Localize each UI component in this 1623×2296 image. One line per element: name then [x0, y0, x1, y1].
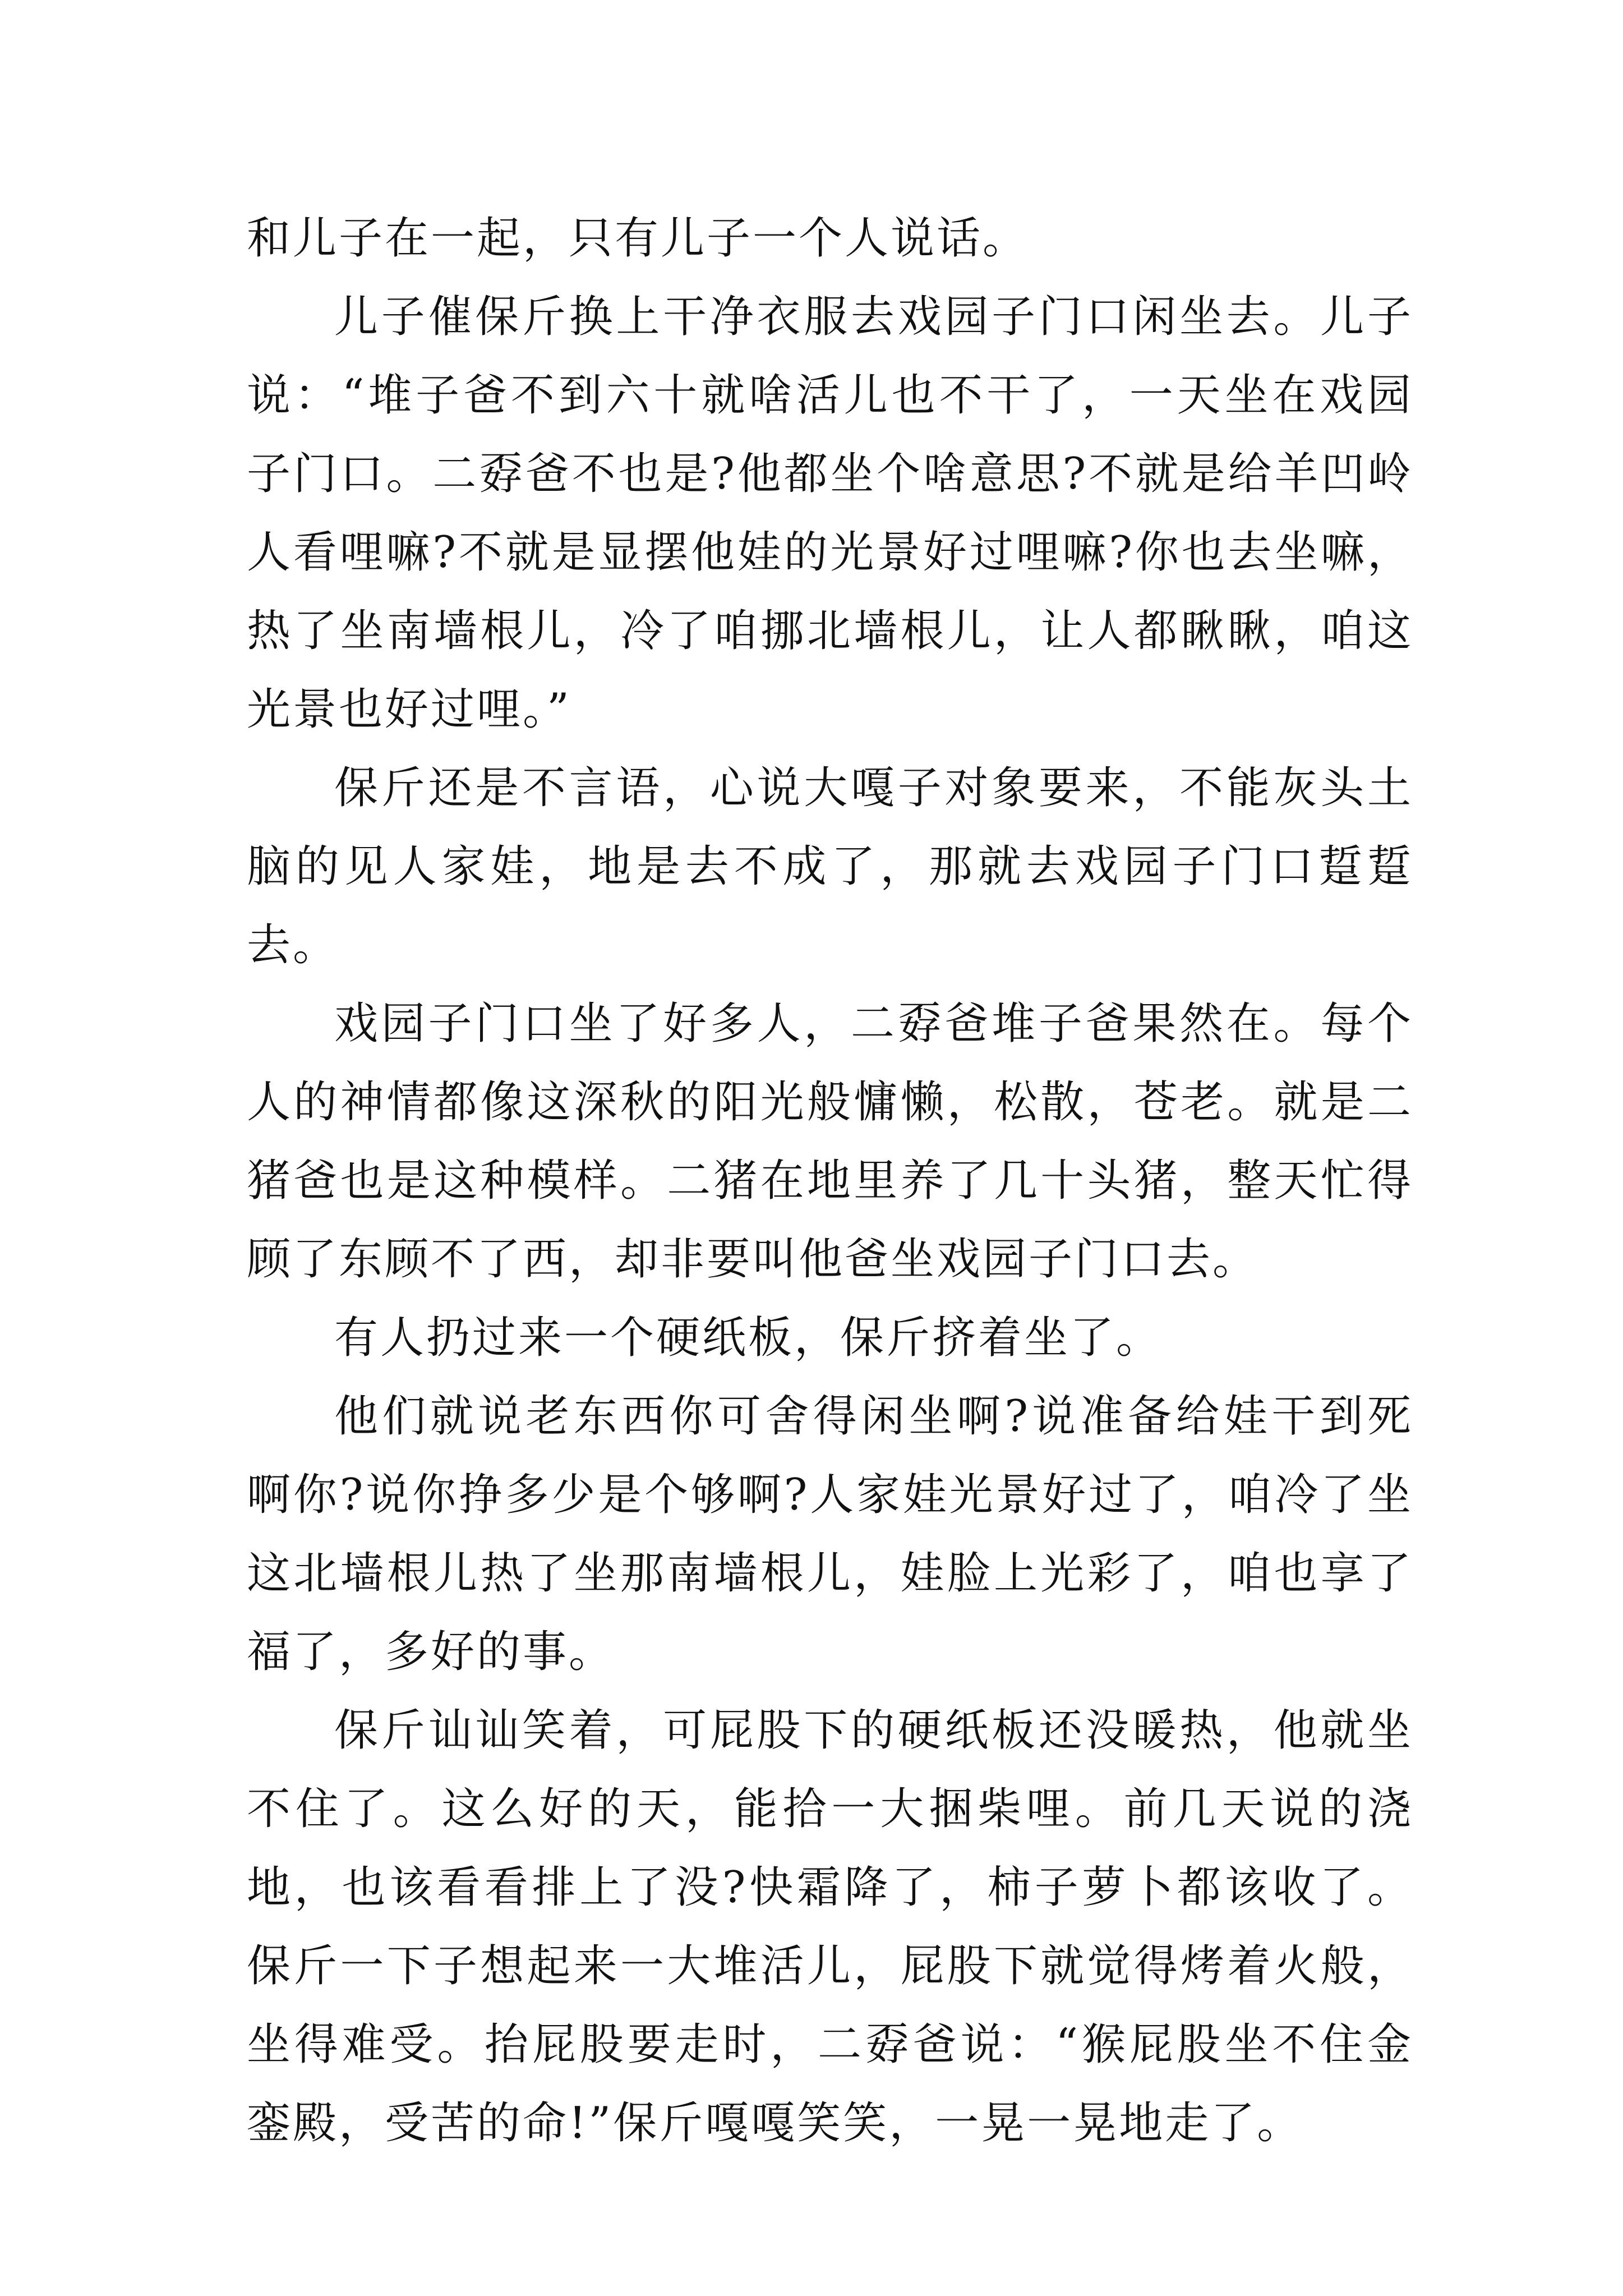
paragraph-3: 保斤还是不言语，心说大嘎子对象要来，不能灰头土脑的见人家娃，地是去不成了，那就去戏园子门口踅踅去。: [247, 763, 1413, 970]
paragraph-4: 戏园子门口坐了好多人，二孬爸堆子爸果然在。每个人的神情都像这深秋的阳光般慵懒，松散，苍老。就是二猪爸也是这种模样。二猪在地里养了几十头猪，整天忙得顾了东顾不了西，却非要叫他爸坐戏园子门口去。: [247, 999, 1413, 1285]
paragraph-5: 有人扔过来一个硬纸板，保斤挤着坐了。: [334, 1313, 1163, 1363]
article-body: [247, 199, 1413, 2162]
paragraph-1: 和儿子在一起，只有儿子一个人说话。: [247, 213, 1029, 264]
paragraph-2: 儿子催保斤换上干净衣服去戏园子门口闲坐去。儿子说：“堆子爸不到六十就啥活儿也不干了，一天坐在戏园子门口。二孬爸不也是?他都坐个啥意思?不就是给羊凹岭人看哩嘛?不就是显摆他娃的光景好过哩嘛?你也去坐嘛，热了坐南墙根儿，冷了咱挪北墙根儿，让人都瞅瞅，咱这光景也好过哩。”: [247, 292, 1413, 735]
paragraph-6: 他们就说老东西你可舍得闲坐啊?说准备给娃干到死啊你?说你挣多少是个够啊?人家娃光景好过了，咱冷了坐这北墙根儿热了坐那南墙根儿，娃脸上光彩了，咱也享了福了，多好的事。: [247, 1391, 1413, 1677]
paragraph-7: 保斤讪讪笑着，可屁股下的硬纸板还没暖热，他就坐不住了。这么好的天，能拾一大捆柴哩。前几天说的浇地，也该看看排上了没?快霜降了，柿子萝卜都该收了。保斤一下子想起来一大堆活儿，屁股下就觉得烤着火般，坐得难受。抬屁股要走时，二孬爸说：“猴屁股坐不住金銮殿，受苦的命!”保斤嘎嘎笑笑，一晃一晃地走了。: [247, 1705, 1413, 2148]
